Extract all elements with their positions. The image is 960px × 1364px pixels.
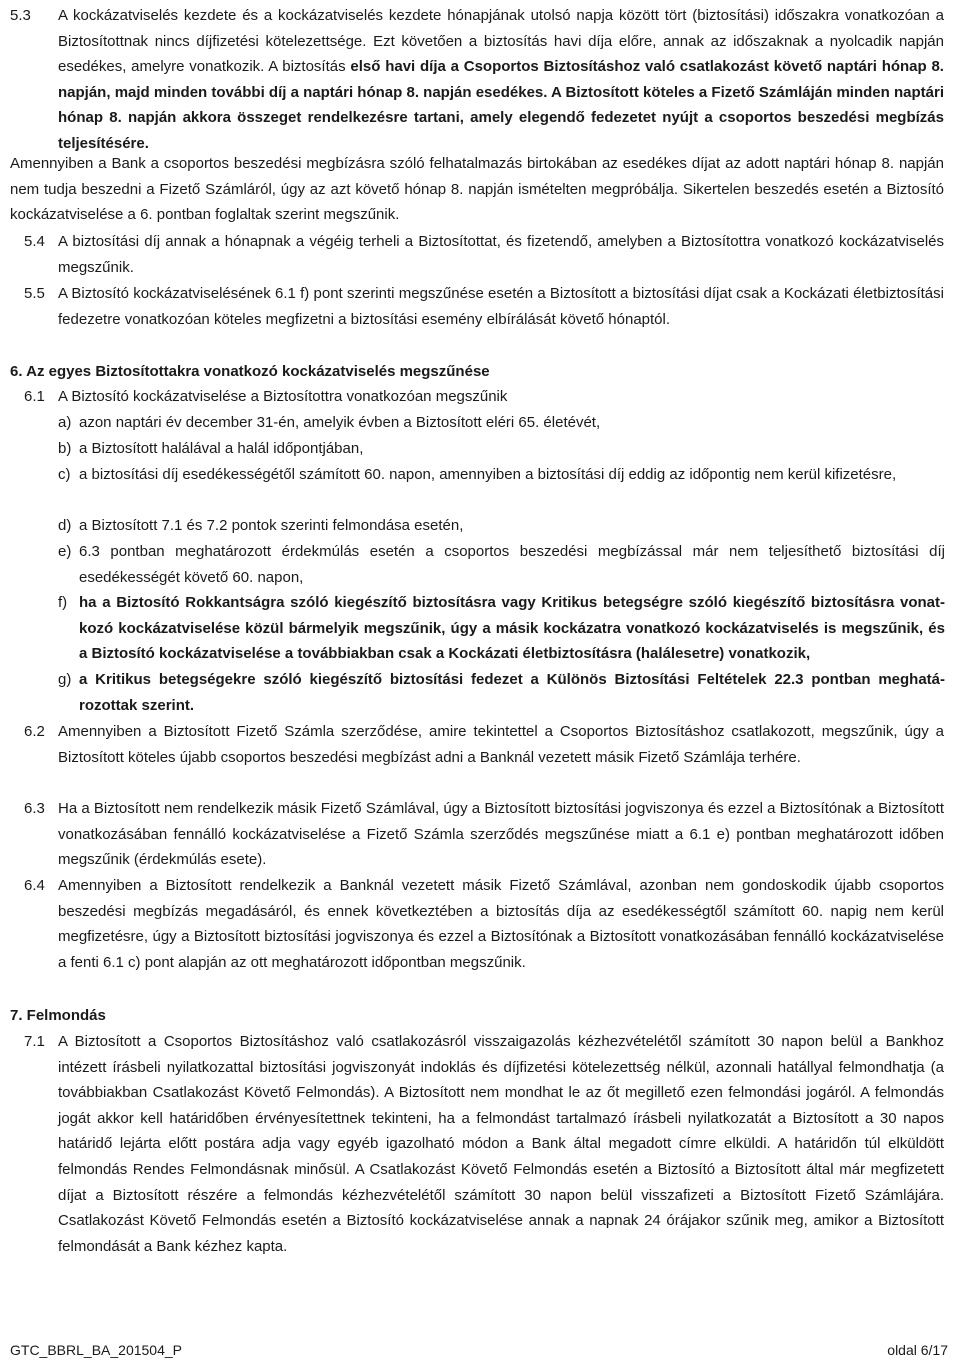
section-number: 6.1 [24, 388, 45, 405]
footer-document-code: GTC_BBRL_BA_201504_P [10, 1342, 182, 1358]
section-number: 5.3 [10, 7, 31, 24]
item-text: a Biztosított 7.1 és 7.2 pontok szerinti felmondása esetén, [79, 517, 464, 534]
section-text: A biztosítási díj annak a hónapnak a végéig terheli a Biztosítottat, és fizetendő, amelyben a Biztosítottra vonatkozó kockázatviselés megszűnik. [58, 233, 944, 276]
section-number: 7.1 [24, 1033, 45, 1050]
item-text: azon naptári év december 31-én, amelyik évben a Biztosított eléri 65. életévét, [79, 414, 601, 431]
item-label: b) [58, 440, 72, 457]
text-normal: A kockázatviselés kezdete és a kockázatviselés kezdete hónapjának utolsó napja között tört (biztosítási) időszakra vonatkozóan a Biztosítottnak nincs díjfizetési kötelezettsége. Ezt követően a biztosítás havi díja előre, annak az időszaknak a nyolcadik napján esedékes, amelyre vonatkozik. A biztosítás [58, 7, 944, 76]
text-bold: első havi díja a Csoportos Biztosításhoz való csatlakozást követő naptári hónap 8. napján, majd minden további díj a naptári hónap 8. napján esedékes. A Biztosított köteles a Fizető Számláján minden naptári hónap 8. napján akkora összeget rendelkezésre tartani, amely elegendő fedezetet nyújt a csoportos beszedési megbízás teljesítésére. [58, 58, 944, 152]
section-text: A Biztosító kockázatviselése a Biztosítottra vonatkozóan megszűnik [58, 388, 508, 405]
section-text [58, 3, 944, 157]
item-label: d) [58, 517, 72, 534]
section-number: 6.2 [24, 723, 45, 740]
item-label: f) [58, 594, 68, 611]
heading-section-6: 6. Az egyes Biztosítottakra vonatkozó kockázatviselés megszűnése [10, 363, 490, 380]
section-text: Ha a Biztosított nem rendelkezik másik Fizető Számlával, úgy a Biztosított biztosítási jogviszonya és ezzel a Biztosítónak a Biztosított vonatkozásában fennálló kockázatviselése a Fizető Számla szerződés megszűnése miatt a 6.1 e) pontban meghatározott időben megszűnik (érdekmúlás esete). [58, 800, 944, 869]
item-text: a Kritikus betegségekre szóló kiegészítő biztosítási fedezet a Különös Biztosítási Feltételek 22.3 pontban meghatározottak szerint. [79, 671, 945, 714]
item-text: a biztosítási díj esedékességétől számított 60. napon, amennyiben a biztosítási díj eddig az időpontig nem kerül kifizetésre, [79, 466, 897, 483]
item-label: a) [58, 414, 72, 431]
item-text: 6.3 pontban meghatározott érdekmúlás esetén a csoportos beszedési megbízással már nem teljesíthető biztosítási díj esedékességét követő 60. napon, [79, 543, 945, 586]
item-label: c) [58, 466, 71, 483]
item-text: ha a Biztosító Rokkantságra szóló kiegészítő biztosításra vagy Kritikus betegségre szóló kiegészítő biztosításra vonatkozó kockázatviselése közül bármelyik megszűnik, úgy a másik kockázatra vonatkozó kockázatviselés is megszűnik, és a Biztosító kockázatviselése a továbbiakban csak a Kockázati életbiztosításra (halálesetre) vonatkozik, [79, 594, 945, 663]
section-number: 6.4 [24, 877, 45, 894]
item-label: g) [58, 671, 72, 688]
footer-page-number: oldal 6/17 [887, 1342, 948, 1358]
section-text: Amennyiben a Biztosított rendelkezik a Banknál vezetett másik Fizető Számlával, azonban nem gondoskodik újabb csoportos beszedési megbízás megadásáról, és ennek következtében a biztosítás díja az esedékességtől számított 60. napig nem kerül megfizetésre, úgy a Biztosított biztosítási jogviszonya és ezzel a Biztosítónak a Biztosított vonatkozásában fennálló kockázatviselése a fenti 6.1 c) pont alapján az ott meghatározott időpontban megszűnik. [58, 877, 944, 971]
item-text: a Biztosított halálával a halál időpontjában, [79, 440, 364, 457]
section-number: 5.4 [24, 233, 45, 250]
section-text: A Biztosított a Csoportos Biztosításhoz való csatlakozásról visszaigazolás kézhezvételétől számított 30 napon belül a Bankhoz intézett írásbeli nyilatkozattal biztosítási jogviszonyát indoklás és díjfizetési kötelezettség nélkül, azonnali hatállyal felmondhatja (a továbbiakban Csatlakozást Követő Felmondás). A Biztosított nem mondhat le az őt megillető ezen felmondási jogáról. A felmondás jogát akkor kell határidőben érvényesítettnek tekinteni, ha a felmondást tartalmazó írásbeli nyilatkozatát a Biztosított a 30 napos határidő lejárta előtt postára adja vagy egyéb igazolható módon a Bank által megadott címre elküldi. A határidőn túl elküldött felmondás Rendes Felmondásnak minősül. A Csatlakozást Követő Felmondás esetén a Biztosító a Biztosított által már megfizetett díjat a Biztosított részére a felmondás kézhezvételétől számított 30 napon belül visszafizeti a Biztosított Fizető Számlájára. Csatlakozást Követő Felmondás esetén a Biztosító kockázatviselése annak a napnak 24 órájakor szűnik meg, amikor a Biztosított felmondását a Bank kézhez kapta. [58, 1033, 944, 1255]
item-label: e) [58, 543, 72, 560]
section-number: 5.5 [24, 285, 45, 302]
section-number: 6.3 [24, 800, 45, 817]
paragraph-collection-retry: Amennyiben a Bank a csoportos beszedési megbízásra szóló felhatalmazás birtokában az esedékes díjat az adott naptári hónap 8. napján nem tudja beszedni a Fizető Számláról, úgy az azt követő hónap 8. napján ismételten megpróbálja. Sikertelen beszedés esetén a Biztosító kockázatviselése a 6. pontban foglaltak szerint megszűnik. [10, 155, 944, 224]
section-text: Amennyiben a Biztosított Fizető Számla szerződése, amire tekintettel a Csoportos Biztosításhoz csatlakozott, megszűnik, úgy a Biztosított köteles újabb csoportos beszedési megbízást adni a Banknál vezetett másik Fizető Számlája terhére. [58, 723, 944, 766]
section-text: A Biztosító kockázatviselésének 6.1 f) pont szerinti megszűnése esetén a Biztosított a biztosítási díjat csak a Kockázati életbiztosítási fedezetre vonatkozóan köteles megfizetni a biztosítási esemény elbírálását követő hónaptól. [58, 285, 944, 328]
heading-section-7: 7. Felmondás [10, 1007, 106, 1024]
